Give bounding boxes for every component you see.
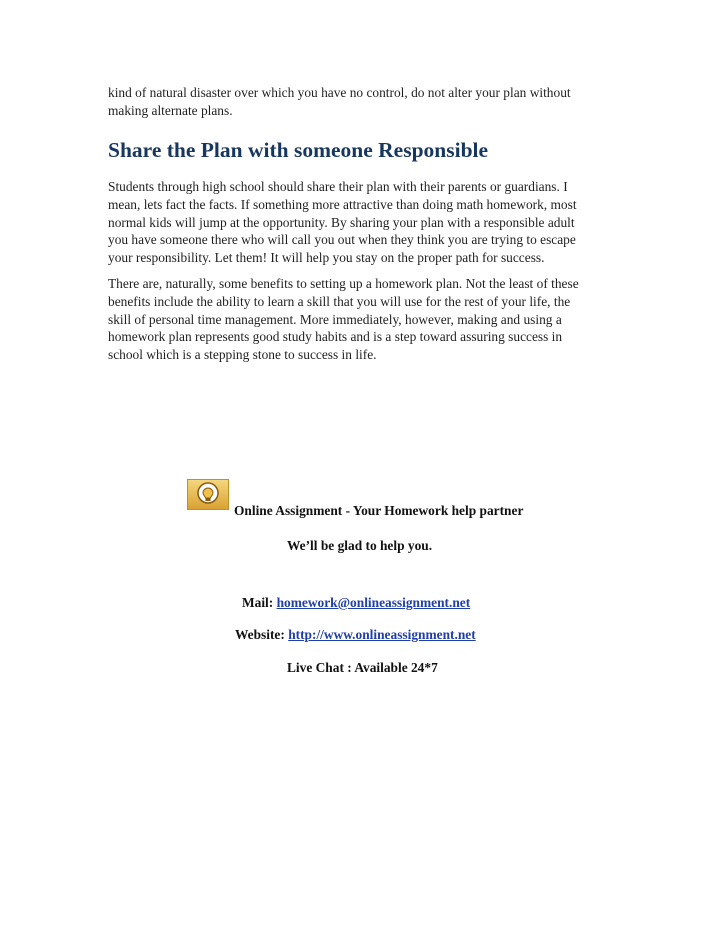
paragraph-benefits: There are, naturally, some benefits to setting up a homework plan. Not the least of these benefits include the ability to learn a skill that you will use for the rest of your life, the skill of personal time management. More immediately, however, making and using a homework plan represents good study habits and is a step toward assuring success in school which is a stepping stone to success in life.: [108, 276, 579, 363]
paragraph-intro: kind of natural disaster over which you have no control, do not alter your plan without making alternate plans.: [108, 85, 571, 118]
website-label: Website:: [235, 627, 289, 642]
lightbulb-logo-icon: [187, 479, 229, 510]
footer-live-chat: Live Chat : Available 24*7: [287, 660, 438, 675]
section-heading: Share the Plan with someone Responsible: [108, 138, 489, 162]
paragraph-share-plan: Students through high school should share their plan with their parents or guardians. I mean, lets fact the facts. If something more attractive than doing math homework, most normal kids will jump at the opportunity. By sharing your plan with a responsible adult you have someone there who will call you out when they think you are trying to escape your responsibility. Let them! It will help you stay on the proper path for success.: [108, 179, 577, 266]
footer-glad-text: We’ll be glad to help you.: [287, 538, 433, 553]
footer-tagline: Online Assignment - Your Homework help partner: [234, 503, 524, 518]
footer-website-line: [235, 627, 476, 643]
website-link[interactable]: http://www.onlineassignment.net: [288, 627, 476, 642]
footer-mail-line: [242, 595, 470, 611]
mail-label: Mail:: [242, 595, 277, 610]
mail-link[interactable]: homework@onlineassignment.net: [276, 595, 471, 610]
